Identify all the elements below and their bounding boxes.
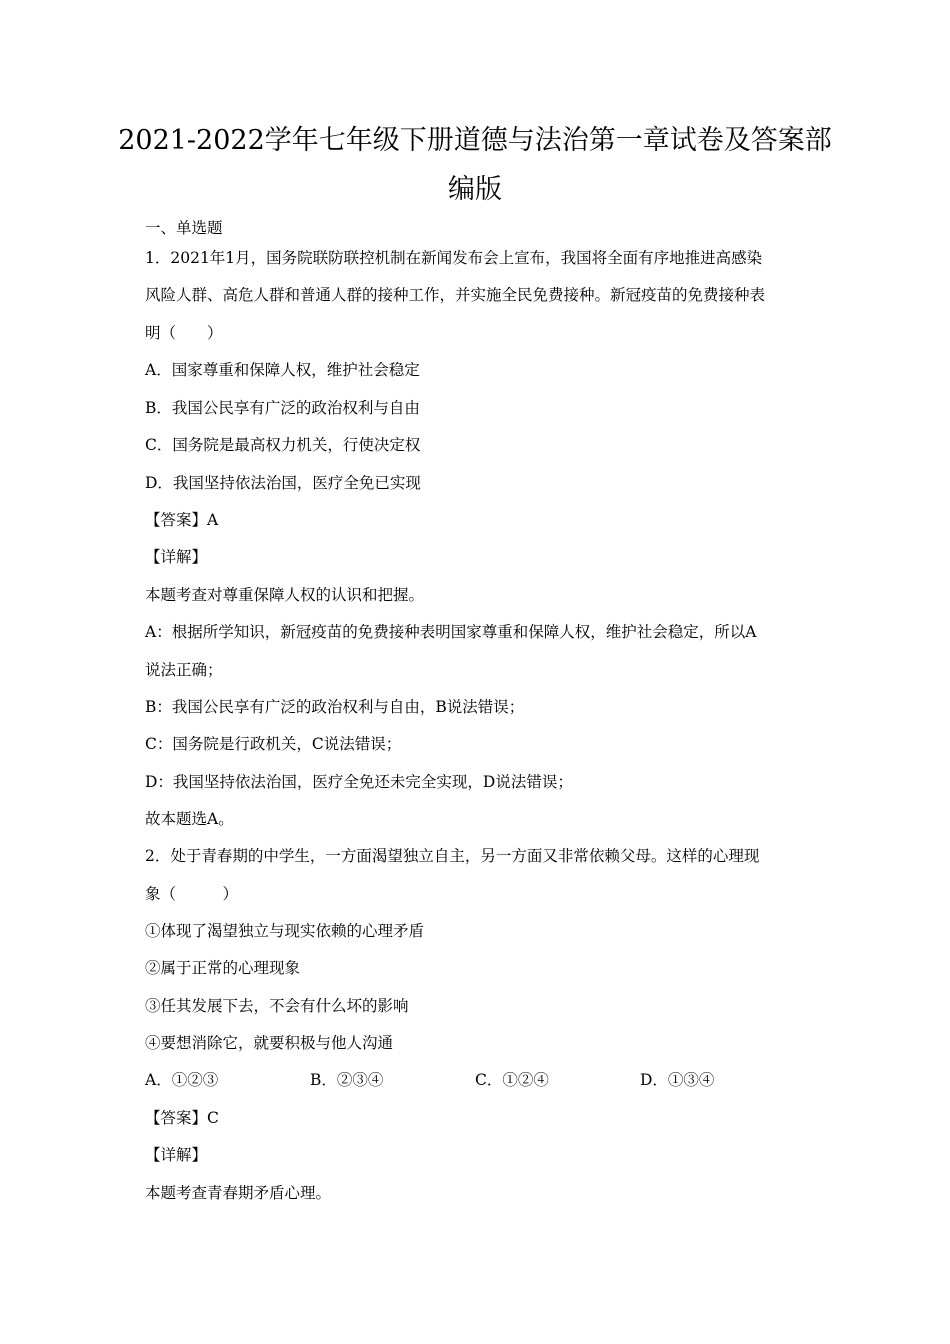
q2-answer: 【答案】C [145,1109,219,1127]
section-heading: 一、单选题 [145,219,223,237]
q2-detail-label: 【详解】 [145,1146,208,1164]
q2-statement-3: ③任其发展下去，不会有什么坏的影响 [145,997,409,1015]
q1-explanation-line-2: A：根据所学知识，新冠疫苗的免费接种表明国家尊重和保障人权，维护社会稳定，所以A [145,623,757,641]
q2-statement-2: ②属于正常的心理现象 [145,959,301,977]
q1-explanation-line-6: D：我国坚持依法治国，医疗全免还未完全实现，D说法错误； [145,773,573,791]
q1-detail-label: 【详解】 [145,548,208,566]
document-title-line-1: 2021-2022学年七年级下册道德与法治第一章试卷及答案部 [118,125,832,156]
q1-explanation-line-4: B：我国公民享有广泛的政治权利与自由，B说法错误； [145,698,525,716]
q1-stem-line-1: 1．2021年1月，国务院联防联控机制在新闻发布会上宣布，我国将全面有序地推进高感染 [145,249,763,267]
q2-option-d: D．①③④ [640,1071,715,1089]
q2-explanation-line-1: 本题考查青春期矛盾心理。 [145,1184,332,1202]
q2-option-b: B．②③④ [310,1071,384,1089]
q1-option-a: A．国家尊重和保障人权，维护社会稳定 [145,361,420,379]
document-title-line-2: 编版 [448,174,502,205]
q2-statement-1: ①体现了渴望独立与现实依赖的心理矛盾 [145,922,425,940]
q1-explanation-line-7: 故本题选A。 [145,810,234,828]
q2-stem-line-1: 2．处于青春期的中学生，一方面渴望独立自主，另一方面又非常依赖父母。这样的心理现 [145,847,760,865]
q1-answer: 【答案】A [145,511,219,529]
q1-explanation-line-1: 本题考查对尊重保障人权的认识和把握。 [145,586,425,604]
q2-option-a: A．①②③ [145,1071,219,1089]
q2-options-row [145,1070,845,1090]
q1-stem-line-2: 风险人群、高危人群和普通人群的接种工作，并实施全民免费接种。新冠疫苗的免费接种表 [145,286,766,304]
q1-stem-line-3: 明（ ） [145,324,223,342]
q2-stem-line-2: 象（ ） [145,885,239,903]
q1-explanation-line-5: C：国务院是行政机关，C说法错误； [145,735,402,753]
q1-explanation-line-3: 说法正确； [145,661,223,679]
q2-option-c: C．①②④ [475,1071,549,1089]
q2-statement-4: ④要想消除它，就要积极与他人沟通 [145,1034,394,1052]
q1-option-b: B．我国公民享有广泛的政治权利与自由 [145,399,420,417]
q1-option-c: C．国务院是最高权力机关，行使决定权 [145,436,421,454]
q1-option-d: D．我国坚持依法治国，医疗全免已实现 [145,474,421,492]
